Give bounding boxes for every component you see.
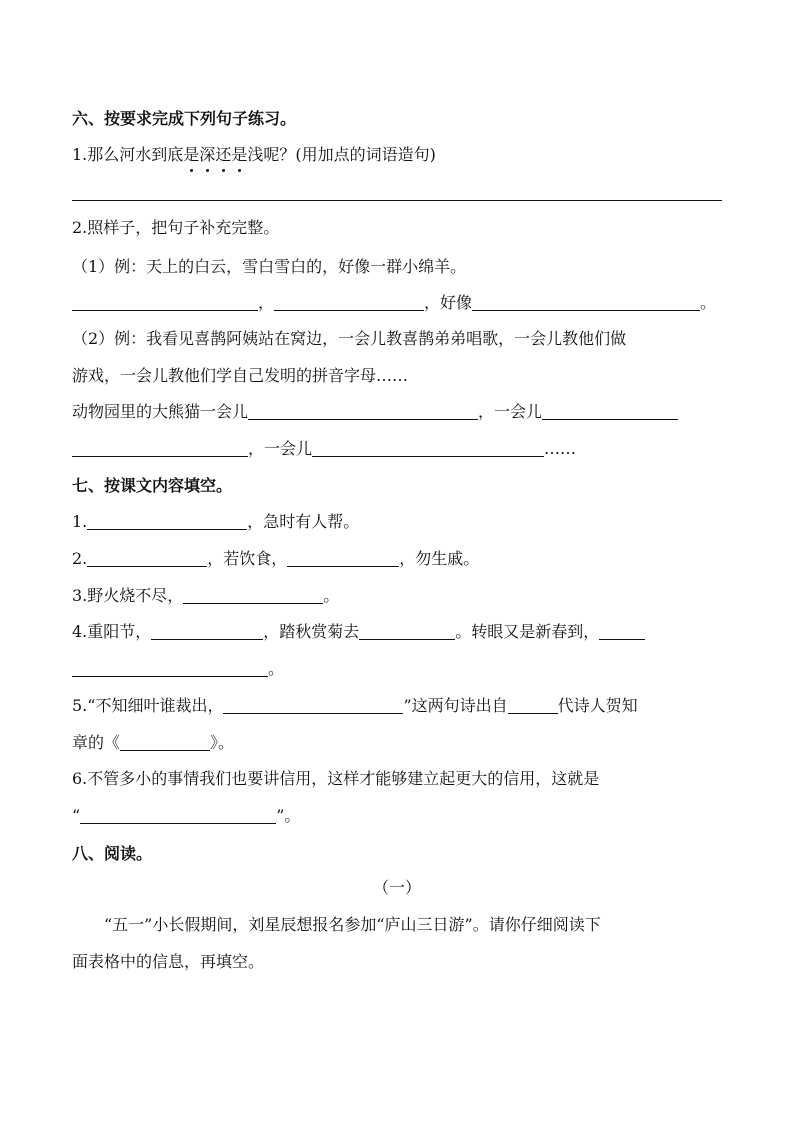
s7-q3	[72, 584, 722, 608]
s6-q1-dotted-3: 还	[215, 143, 231, 167]
s7-q3-end: 。	[323, 586, 340, 605]
s6-q2-task2-mid: ，一会儿	[478, 402, 543, 421]
s7-q4-prefix: 4.重阳节，	[72, 622, 152, 641]
s6-q1-dotted-1: 是	[183, 143, 199, 167]
s7-q2-end: ，勿生戚。	[399, 549, 480, 568]
s6-q1-dotted-2: 深	[199, 143, 215, 167]
s7-q5-mid2: 代诗人贺知	[557, 696, 638, 715]
s7-q4-end: 。	[268, 659, 285, 678]
s6-q1-answer-line[interactable]	[72, 200, 722, 201]
blank[interactable]	[151, 622, 263, 640]
s6-q1-suffix: 浅呢？(用加点的词语造句)	[247, 145, 436, 164]
s7-q4-mid: ，踏秋赏菊去	[263, 622, 360, 641]
blank[interactable]	[508, 696, 558, 714]
blank[interactable]	[312, 439, 544, 457]
blank[interactable]	[274, 293, 424, 311]
blank[interactable]	[599, 622, 645, 640]
s8-part-label: （一）	[372, 878, 421, 897]
s8-paragraph-line-2: 面表格中的信息，再填空。	[72, 952, 265, 971]
blank[interactable]	[72, 293, 258, 311]
s6-q2-task2-mid2: ，一会儿	[248, 439, 313, 458]
s6-q2-task-2-line-1	[72, 400, 722, 424]
s6-q2-task2-prefix: 动物园里的大熊猫一会儿	[72, 402, 249, 421]
s7-q2-num: 2.	[72, 549, 88, 568]
s6-q2-task-1	[72, 291, 722, 315]
blank[interactable]	[72, 439, 248, 457]
section-8-title: 八、阅读。	[72, 844, 153, 863]
blank[interactable]	[80, 806, 276, 824]
s7-q5-line-2	[72, 731, 722, 755]
s7-q1-text: ，急时有人帮。	[247, 512, 360, 531]
s6-q2-task-2-line-2	[72, 437, 722, 461]
blank[interactable]	[87, 549, 207, 567]
s7-q5-mid: ”这两句诗出自	[403, 696, 508, 715]
s6-q1-dotted-4: 是	[231, 143, 247, 167]
blank[interactable]	[87, 512, 247, 530]
s7-q5-line2-end: 》。	[210, 733, 235, 752]
s7-q5-line-1	[72, 694, 722, 718]
s7-q5-prefix: 5.“不知细叶谁裁出，	[72, 696, 224, 715]
blank[interactable]	[359, 622, 455, 640]
s6-q2-task2-end: ……	[544, 439, 577, 458]
s6-q2-intro: 2.照样子，把句子补充完整。	[72, 218, 280, 237]
section-6-title: 六、按要求完成下列句子练习。	[72, 109, 297, 128]
s7-q6-open-quote: “	[72, 806, 81, 825]
s6-q2-task1-end: 。	[700, 293, 717, 312]
s7-q3-prefix: 3.野火烧不尽，	[72, 586, 184, 605]
s7-q1	[72, 510, 722, 534]
s7-q2-mid: ，若饮食，	[207, 549, 288, 568]
s7-q1-num: 1.	[72, 512, 88, 531]
blank[interactable]	[183, 586, 323, 604]
s7-q4-mid2: 。转眼又是新春到，	[455, 622, 600, 641]
blank[interactable]	[120, 733, 210, 751]
blank[interactable]	[287, 549, 399, 567]
blank[interactable]	[248, 402, 478, 420]
s7-q4-line-2	[72, 657, 722, 681]
blank[interactable]	[472, 293, 700, 311]
blank[interactable]	[72, 659, 268, 677]
s6-q2-task1-comma: ，	[258, 293, 275, 312]
s7-q6-close-quote: ”。	[276, 806, 301, 825]
s8-paragraph-line-1: “五一”小长假期间，刘星辰想报名参加“庐山三日游”。请你仔细阅读下	[104, 915, 601, 934]
s6-q2-example-2-line-1: （2）例：我看见喜鹊阿姨站在窝边，一会儿教喜鹊弟弟唱歌，一会儿教他们做	[72, 329, 627, 348]
s7-q5-line2-prefix: 章的《	[72, 733, 121, 752]
s7-q4-line-1	[72, 620, 722, 644]
s7-q2	[72, 547, 722, 571]
s7-q6-line-1: 6.不管多小的事情我们也要讲信用，这样才能够建立起更大的信用，这就是	[72, 769, 600, 788]
blank[interactable]	[223, 696, 403, 714]
s7-q6-line-2	[72, 804, 722, 828]
blank[interactable]	[542, 402, 678, 420]
s6-q2-task1-haoxiang: ，好像	[424, 293, 473, 312]
section-7-title: 七、按课文内容填空。	[72, 476, 233, 495]
s6-q2-example-1: （1）例：天上的白云，雪白雪白的，好像一群小绵羊。	[72, 257, 467, 276]
s6-q2-example-2-line-2: 游戏，一会儿教他们学自己发明的拼音字母……	[72, 366, 409, 385]
s6-q1	[72, 143, 722, 167]
s6-q1-prefix: 1.那么河水到底	[72, 145, 184, 164]
